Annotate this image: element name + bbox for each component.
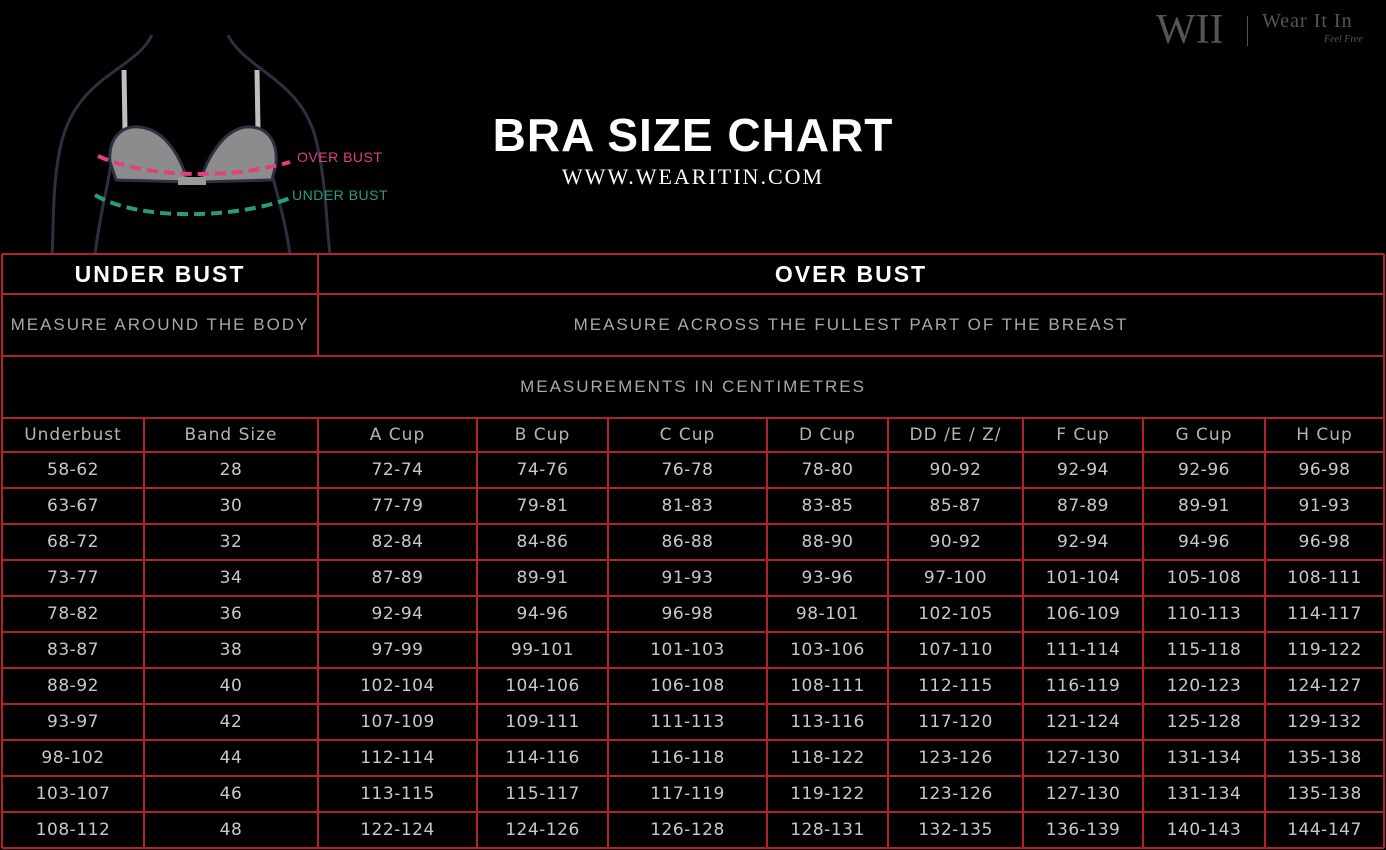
units-note: MEASUREMENTS IN CENTIMETRES [520, 377, 866, 396]
table-cell: 117-119 [650, 784, 725, 804]
column-header: H Cup [1296, 425, 1353, 445]
table-cell: 101-103 [650, 640, 725, 660]
table-cell: 89-91 [516, 568, 569, 588]
column-header: G Cup [1175, 425, 1233, 445]
table-cell: 90-92 [929, 532, 982, 552]
table-cell: 112-114 [360, 748, 435, 768]
website-url: WWW.WEARITIN.COM [561, 164, 825, 189]
table-cell: 83-85 [801, 496, 854, 516]
table-cell: 126-128 [650, 820, 725, 840]
table-cell: 113-116 [790, 712, 865, 732]
table-cell: 114-116 [505, 748, 580, 768]
table-cell: 88-92 [47, 676, 99, 696]
table-cell: 91-93 [1298, 496, 1351, 516]
under-bust-header: UNDER BUST [74, 260, 246, 287]
table-cell: 96-98 [661, 604, 714, 624]
table-cell: 94-96 [1178, 532, 1230, 552]
table-cell: 107-109 [360, 712, 435, 732]
table-cell: 129-132 [1287, 712, 1362, 732]
table-cell: 40 [219, 676, 243, 696]
table-cell: 103-106 [790, 640, 865, 660]
table-cell: 81-83 [661, 496, 714, 516]
table-cell: 105-108 [1166, 568, 1242, 588]
table-cell: 136-139 [1045, 820, 1121, 840]
table-cell: 96-98 [1298, 532, 1351, 552]
table-cell: 99-101 [510, 640, 575, 660]
table-cell: 89-91 [1178, 496, 1230, 516]
table-cell: 128-131 [790, 820, 865, 840]
table-cell: 124-126 [505, 820, 580, 840]
table-cell: 119-122 [790, 784, 865, 804]
column-header: F Cup [1056, 425, 1110, 445]
table-cell: 114-117 [1287, 604, 1362, 624]
table-cell: 28 [219, 460, 243, 480]
table-cell: 109-111 [505, 712, 580, 732]
table-cell: 127-130 [1045, 784, 1121, 804]
table-cell: 98-101 [795, 604, 860, 624]
over-bust-figure-label: OVER BUST [297, 149, 383, 165]
table-cell: 117-120 [918, 712, 993, 732]
table-cell: 132-135 [918, 820, 993, 840]
table-cell: 101-104 [1045, 568, 1121, 588]
table-cell: 44 [219, 748, 243, 768]
column-header: Band Size [184, 425, 278, 445]
table-cell: 111-113 [650, 712, 725, 732]
table-cell: 96-98 [1298, 460, 1351, 480]
table-cell: 103-107 [35, 784, 111, 804]
table-cell: 135-138 [1287, 784, 1362, 804]
table-cell: 119-122 [1287, 640, 1362, 660]
table-cell: 144-147 [1287, 820, 1362, 840]
table-cell: 74-76 [516, 460, 569, 480]
table-cell: 42 [219, 712, 243, 732]
table-cell: 78-80 [801, 460, 854, 480]
table-cell: 34 [219, 568, 243, 588]
column-header: D Cup [799, 425, 856, 445]
table-cell: 102-105 [918, 604, 993, 624]
table-cell: 124-127 [1287, 676, 1362, 696]
table-cell: 93-96 [801, 568, 854, 588]
over-bust-header: OVER BUST [774, 260, 928, 287]
table-cell: 113-115 [360, 784, 435, 804]
table-cell: 98-102 [41, 748, 105, 768]
table-cell: 112-115 [918, 676, 993, 696]
table-cell: 121-124 [1045, 712, 1121, 732]
table-cell: 108-111 [790, 676, 865, 696]
table-cell: 38 [219, 640, 243, 660]
table-cell: 72-74 [371, 460, 424, 480]
table-cell: 78-82 [47, 604, 99, 624]
table-cell: 30 [219, 496, 243, 516]
table-cell: 115-118 [1166, 640, 1242, 660]
table-cell: 111-114 [1045, 640, 1121, 660]
table-cell: 88-90 [801, 532, 854, 552]
under-bust-description: MEASURE AROUND THE BODY [10, 315, 310, 334]
column-header: Underbust [24, 425, 122, 445]
table-cell: 92-94 [1057, 460, 1109, 480]
table-cell: 108-112 [35, 820, 111, 840]
table-cell: 94-96 [516, 604, 569, 624]
table-cell: 36 [219, 604, 243, 624]
table-cell: 125-128 [1166, 712, 1242, 732]
column-header: A Cup [369, 425, 426, 445]
table-cell: 87-89 [371, 568, 424, 588]
table-cell: 68-72 [47, 532, 99, 552]
table-cell: 63-67 [47, 496, 99, 516]
column-header: B Cup [514, 425, 571, 445]
column-header: DD /E / Z/ [909, 425, 1002, 445]
table-cell: 106-109 [1045, 604, 1121, 624]
table-cell: 82-84 [371, 532, 424, 552]
table-cell: 116-118 [650, 748, 725, 768]
table-cell: 85-87 [929, 496, 982, 516]
table-cell: 127-130 [1045, 748, 1121, 768]
table-cell: 106-108 [650, 676, 725, 696]
table-cell: 73-77 [47, 568, 99, 588]
table-cell: 76-78 [661, 460, 714, 480]
table-cell: 110-113 [1166, 604, 1242, 624]
table-cell: 90-92 [929, 460, 982, 480]
under-bust-figure-label: UNDER BUST [292, 187, 389, 203]
table-cell: 58-62 [47, 460, 99, 480]
table-cell: 48 [219, 820, 243, 840]
table-cell: 92-96 [1178, 460, 1230, 480]
table-cell: 118-122 [790, 748, 865, 768]
table-cell: 135-138 [1287, 748, 1362, 768]
table-cell: 131-134 [1166, 748, 1242, 768]
table-cell: 92-94 [1057, 532, 1109, 552]
table-cell: 116-119 [1045, 676, 1121, 696]
table-cell: 86-88 [661, 532, 714, 552]
table-cell: 140-143 [1166, 820, 1242, 840]
page-title: BRA SIZE CHART [492, 109, 894, 161]
table-cell: 84-86 [516, 532, 569, 552]
table-cell: 91-93 [661, 568, 714, 588]
table-cell: 32 [219, 532, 243, 552]
table-cell: 97-100 [923, 568, 988, 588]
table-cell: 79-81 [516, 496, 569, 516]
table-cell: 131-134 [1166, 784, 1242, 804]
brand-monogram: WII [1156, 7, 1224, 53]
table-cell: 120-123 [1166, 676, 1242, 696]
table-cell: 97-99 [371, 640, 424, 660]
table-cell: 93-97 [47, 712, 99, 732]
table-cell: 102-104 [360, 676, 435, 696]
table-cell: 123-126 [918, 748, 993, 768]
brand-name: Wear It In [1262, 10, 1353, 32]
table-cell: 108-111 [1287, 568, 1362, 588]
table-cell: 46 [219, 784, 243, 804]
table-cell: 107-110 [918, 640, 993, 660]
table-cell: 83-87 [47, 640, 99, 660]
table-cell: 104-106 [505, 676, 580, 696]
over-bust-description: MEASURE ACROSS THE FULLEST PART OF THE BREAST [573, 315, 1129, 334]
column-header: C Cup [659, 425, 716, 445]
table-cell: 87-89 [1057, 496, 1109, 516]
table-cell: 77-79 [371, 496, 424, 516]
table-cell: 115-117 [505, 784, 580, 804]
brand-tagline: Feel Free [1324, 34, 1363, 45]
table-cell: 123-126 [918, 784, 993, 804]
table-cell: 122-124 [360, 820, 435, 840]
table-cell: 92-94 [371, 604, 424, 624]
